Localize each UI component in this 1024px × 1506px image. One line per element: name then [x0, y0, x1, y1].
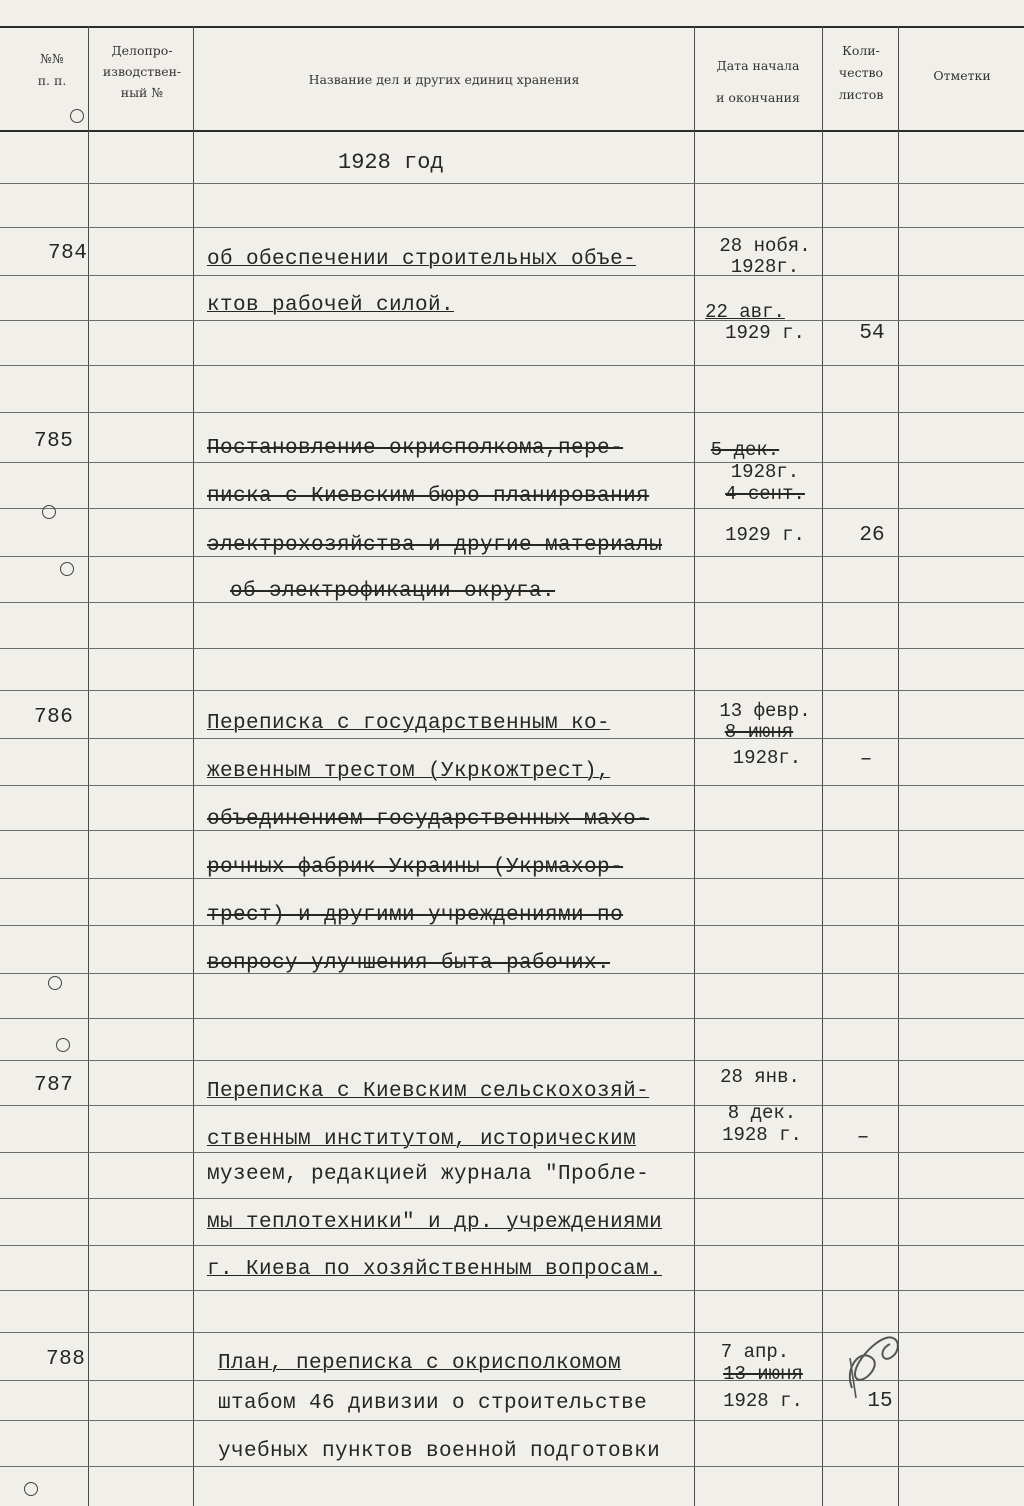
- date-line: 28 янв.: [720, 1066, 800, 1088]
- column-divider: [193, 26, 194, 1506]
- handwritten-mark-icon: [842, 1328, 906, 1400]
- row-rule: [0, 275, 1024, 276]
- record-number: 788: [46, 1348, 86, 1371]
- header-sheets: Коли- чество листов: [838, 43, 884, 102]
- header-title: Название дел и других единиц хранения: [308, 72, 580, 87]
- record-title-line: объединением государственных махо-: [207, 808, 650, 831]
- date-line: 5 дек.: [710, 439, 780, 461]
- row-rule: [0, 1290, 1024, 1291]
- punch-hole: [24, 1482, 38, 1496]
- row-rule: [0, 365, 1024, 366]
- record-title-line: Переписка с Киевским сельскохозяй-: [207, 1080, 650, 1103]
- record-title-line: музеем, редакцией журнала "Пробле-: [207, 1163, 650, 1186]
- top-rule: [0, 26, 1024, 28]
- sheet-count: –: [859, 748, 873, 771]
- date-line: 1929 г.: [725, 524, 805, 546]
- record-number: 784: [48, 242, 88, 265]
- record-title-line: штабом 46 дивизии о строительстве: [218, 1392, 648, 1415]
- record-title-line: писка с Киевским бюро планирования: [207, 485, 650, 508]
- date-line: 1928 г.: [723, 1390, 803, 1412]
- record-title-line: вопросу улучшения быта рабочих.: [207, 952, 611, 975]
- sheet-count: 54: [859, 322, 885, 345]
- date-line: 13 июня: [723, 1363, 803, 1385]
- date-line: 4 сент.: [725, 483, 805, 505]
- record-title-line: учебных пунктов военной подготовки: [218, 1440, 661, 1463]
- row-rule: [0, 1245, 1024, 1246]
- header-office-number: Делопро- изводствен- ный №: [102, 43, 182, 100]
- punch-hole: [60, 562, 74, 576]
- row-rule: [0, 648, 1024, 649]
- row-rule: [0, 1018, 1024, 1019]
- sheet-count: 26: [859, 524, 885, 547]
- date-line: 1928г.: [730, 461, 800, 483]
- date-line: 8 дек.: [727, 1102, 797, 1124]
- header-num: №№ п. п.: [37, 51, 67, 88]
- record-title-line: План, переписка с окрисполкомом: [218, 1352, 622, 1375]
- row-rule: [0, 1420, 1024, 1421]
- date-line: 1928г.: [732, 747, 802, 769]
- header-dates: Дата начала и окончания: [716, 58, 800, 105]
- row-rule: [0, 690, 1024, 691]
- record-title-line: Переписка с государственным ко-: [207, 712, 611, 735]
- row-rule: [0, 183, 1024, 184]
- header-bottom-rule: [0, 130, 1024, 132]
- record-title-line: трест) и другими учреждениями по: [207, 904, 624, 927]
- row-rule: [0, 1466, 1024, 1467]
- record-number: 787: [34, 1074, 74, 1097]
- punch-hole: [48, 976, 62, 990]
- row-rule: [0, 785, 1024, 786]
- record-number: 785: [34, 430, 74, 453]
- year-heading: 1928 год: [338, 150, 444, 175]
- date-line: 1928г.: [730, 256, 800, 278]
- date-line: 8 июня: [724, 721, 794, 743]
- date-line: 7 апр.: [720, 1341, 790, 1363]
- record-title-line: Постановление окрисполкома,пере-: [207, 437, 624, 460]
- record-title-line: электрохозяйства и другие материалы: [207, 534, 663, 557]
- row-rule: [0, 320, 1024, 321]
- record-title-line: об электрофикации округа.: [230, 580, 556, 603]
- sheet-count: –: [856, 1126, 870, 1149]
- row-rule: [0, 738, 1024, 739]
- punch-hole: [42, 505, 56, 519]
- row-rule: [0, 412, 1024, 413]
- record-title-line: мы теплотехники" и др. учреждениями: [207, 1211, 663, 1234]
- column-divider: [694, 26, 695, 1506]
- record-number: 786: [34, 706, 74, 729]
- record-title-line: ственным институтом, историческим: [207, 1128, 637, 1151]
- row-rule: [0, 1060, 1024, 1061]
- record-title-line: жевенным трестом (Укркожтрест),: [207, 760, 611, 783]
- date-line: 1928 г.: [722, 1124, 802, 1146]
- punch-hole: [56, 1038, 70, 1052]
- column-divider: [88, 26, 89, 1506]
- row-rule: [0, 462, 1024, 463]
- date-line: 1929 г.: [725, 322, 805, 344]
- record-title-line: г. Киева по хозяйственным вопросам.: [207, 1258, 663, 1281]
- punch-hole: [70, 109, 84, 123]
- record-title-line: об обеспечении строительных объе-: [207, 248, 637, 271]
- row-rule: [0, 1198, 1024, 1199]
- row-rule: [0, 1152, 1024, 1153]
- row-rule: [0, 1105, 1024, 1106]
- date-line: 28 нобя.: [719, 235, 811, 257]
- sheet-count: 15: [867, 1390, 893, 1413]
- record-title-line: рочных фабрик Украины (Укрмахор-: [207, 856, 624, 879]
- record-title-line: ктов рабочей силой.: [207, 294, 455, 317]
- row-rule: [0, 227, 1024, 228]
- date-line: 22 авг.: [705, 301, 785, 323]
- header-notes: Отметки: [933, 68, 991, 83]
- date-line: 13 февр.: [719, 700, 811, 722]
